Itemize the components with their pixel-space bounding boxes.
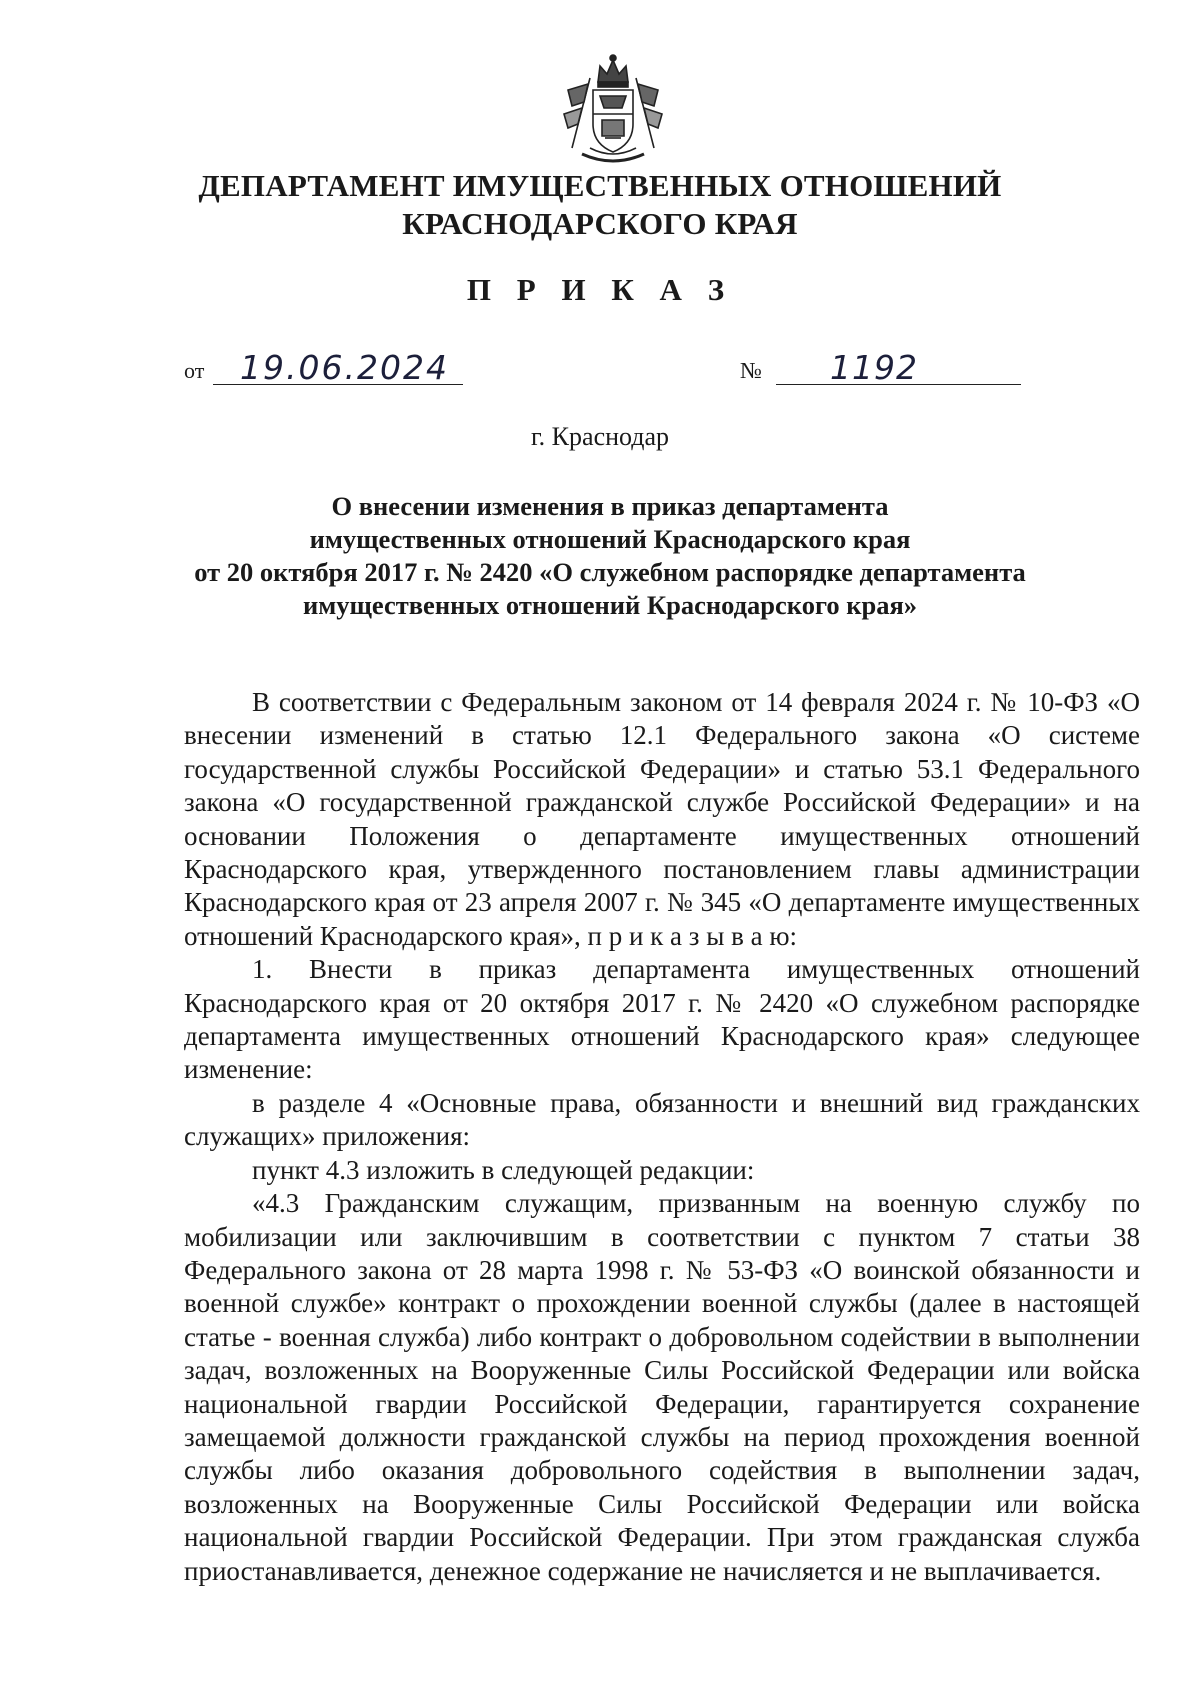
city-name: г. Краснодар [530,422,670,451]
title-line: О внесении изменения в приказ департамента [331,491,889,521]
document-title [150,490,1070,622]
number-label: № [740,358,762,383]
body-paragraph: В соответствии с Федеральным законом от 14 февраля 2024 г. № 10-ФЗ «О внесении изменений в статью 12.1 Федерального закона «О системе государственной службы Российской Федерации» и статью 53.1 Федерального закона «О государственной гражданской службе Российской Федерации» и на основании Положения о департаменте имущественных отношений Краснодарского края, утвержденного постановлением главы администрации Краснодарского края от 23 апреля 2007 г. № 345 «О департаменте имущественных отношений Краснодарского края», п р и к а з ы в а ю: [184,687,1140,951]
handwritten-date: 19.06.2024 [240,348,449,387]
coat-of-arms-emblem [560,52,666,168]
title-line: имущественных отношений Краснодарского края [309,524,911,554]
body-paragraph: в разделе 4 «Основные права, обязанности и внешний вид гражданских служащих» приложения: [184,1087,1140,1152]
handwritten-number: 1192 [830,348,918,387]
document-body [184,686,1140,1588]
document-type-heading: П Р И К А З [466,272,734,307]
body-paragraph: пункт 4.3 изложить в следующей редакции: [252,1154,755,1185]
department-name-line1: ДЕПАРТАМЕНТ ИМУЩЕСТВЕННЫХ ОТНОШЕНИЙ [198,168,1002,203]
body-paragraph: «4.3 Гражданским служащим, призванным на военную службу по мобилизации или заключившим в соответствии с пунктом 7 статьи 38 Федерального закона от 28 марта 1998 г. № 53-ФЗ «О воинской обязанности и военной службе» контракт о прохождении военной службы (далее в настоящей статье - военная служба) либо контракт о добровольном содействии в выполнении задач, возложенных на Вооруженные Силы Российской Федерации или войска национальной гвардии Российской Федерации, гарантируется сохранение замещаемой должности гражданской службы на период прохождения военной службы либо оказания добровольного содействия в выполнении задач, возложенных на Вооруженные Силы Российской Федерации или войска национальной гвардии Российской Федерации. При этом гражданская служба приостанавливается, денежное содержание не начисляется и не выплачивается. [184,1188,1140,1586]
title-line: имущественных отношений Краснодарского края» [302,590,918,620]
date-label: от [184,358,205,383]
department-name-line2: КРАСНОДАРСКОГО КРАЯ [402,206,798,241]
body-paragraph: 1. Внести в приказ департамента имущественных отношений Краснодарского края от 20 октября 2017 г. № 2420 «О служебном распорядке департамента имущественных отношений Краснодарского края» следующее изменение: [184,954,1140,1085]
title-line: от 20 октября 2017 г. № 2420 «О служебном распорядке департамента [194,557,1026,587]
